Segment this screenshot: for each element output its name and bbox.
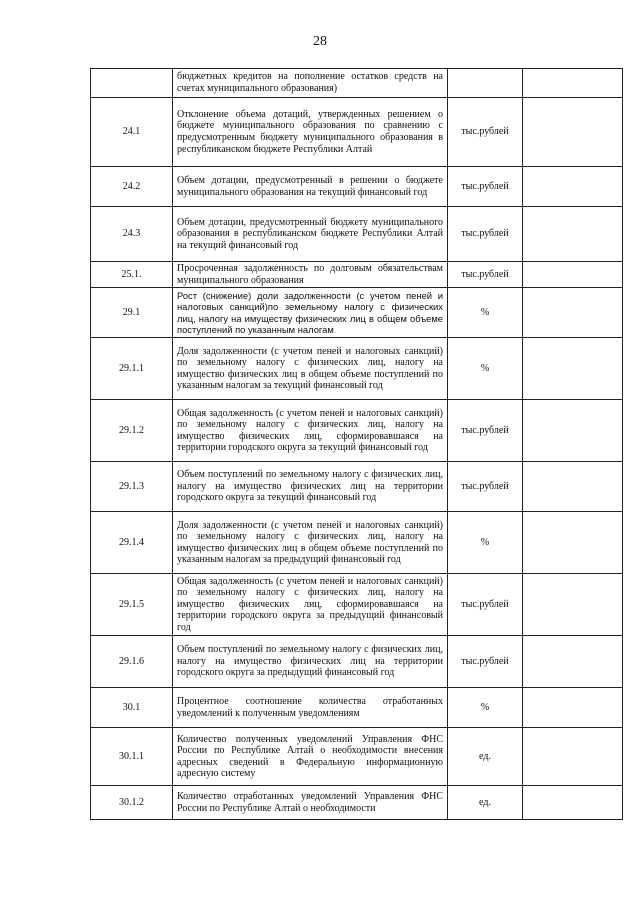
row-number: 24.2 <box>91 167 173 207</box>
row-number: 30.1.1 <box>91 728 173 786</box>
row-value-cell <box>523 786 623 820</box>
row-value-cell <box>523 262 623 288</box>
row-number: 29.1.3 <box>91 462 173 512</box>
row-description: Просроченная задолженность по долговым обязательствам муниципального образования <box>173 262 448 288</box>
row-description: Объем поступлений по земельному налогу с физических лиц, налогу на имущество физических лиц на территории городского округа за текущий финансовый год <box>173 462 448 512</box>
row-value-cell <box>523 338 623 400</box>
row-value-cell <box>523 728 623 786</box>
table-row <box>91 98 623 167</box>
row-value-cell <box>523 167 623 207</box>
table-row <box>91 262 623 288</box>
row-description: Количество полученных уведомлений Управления ФНС России по Республике Алтай о необходимости внесения адресных сведений в Федеральную информационную адресную систему <box>173 728 448 786</box>
table-row <box>91 462 623 512</box>
row-unit: тыс.рублей <box>448 207 523 262</box>
row-value-cell <box>523 462 623 512</box>
row-number: 30.1.2 <box>91 786 173 820</box>
table-row <box>91 207 623 262</box>
indicators-table <box>90 68 623 820</box>
row-unit: % <box>448 288 523 338</box>
row-number: 29.1.6 <box>91 636 173 688</box>
row-description: Объем дотации, предусмотренный бюджету муниципального образования в республиканском бюджете Республики Алтай на текущий финансовый год <box>173 207 448 262</box>
row-description: Доля задолженности (с учетом пеней и налоговых санкций) по земельному налогу с физических лиц, налогу на имущество физических лиц в общем объеме поступлений по указанным налогам за предыдущий финансовый год <box>173 512 448 574</box>
row-value-cell <box>523 207 623 262</box>
row-number <box>91 69 173 98</box>
row-unit: тыс.рублей <box>448 262 523 288</box>
row-description: Объем дотации, предусмотренный в решении о бюджете муниципального образования на текущий финансовый год <box>173 167 448 207</box>
row-value-cell <box>523 574 623 636</box>
row-unit <box>448 69 523 98</box>
table-row <box>91 69 623 98</box>
row-description: Общая задолженность (с учетом пеней и налоговых санкций) по земельному налогу с физических лиц, налогу на имущество физических лиц, сформировавшаяся на территории городского округа за текущий финансовый год <box>173 400 448 462</box>
table-row <box>91 688 623 728</box>
row-description: Рост (снижение) доли задолженности (с учетом пеней и налоговых санкций)по земельному налогу с физических лиц, налогу на имуществу физических лиц в общем объеме поступлений по указанным налогам <box>173 288 448 338</box>
row-number: 29.1.4 <box>91 512 173 574</box>
table-row <box>91 786 623 820</box>
table-row <box>91 512 623 574</box>
table-row <box>91 338 623 400</box>
row-value-cell <box>523 512 623 574</box>
row-value-cell <box>523 98 623 167</box>
table-row <box>91 167 623 207</box>
table-row <box>91 400 623 462</box>
row-unit: тыс.рублей <box>448 462 523 512</box>
row-description: Общая задолженность (с учетом пеней и налоговых санкций) по земельному налогу с физических лиц, налогу на имущество физических лиц, сформировавшаяся на территории городского округа за предыдущий финансовый год <box>173 574 448 636</box>
row-description: Объем поступлений по земельному налогу с физических лиц, налогу на имущество физических лиц на территории городского округа за предыдущий финансовый год <box>173 636 448 688</box>
table-row <box>91 574 623 636</box>
row-number: 25.1. <box>91 262 173 288</box>
row-unit: тыс.рублей <box>448 400 523 462</box>
row-description: Процентное соотношение количества отработанных уведомлений к полученным уведомлениям <box>173 688 448 728</box>
row-unit: тыс.рублей <box>448 167 523 207</box>
row-unit: тыс.рублей <box>448 574 523 636</box>
table-row <box>91 288 623 338</box>
row-number: 30.1 <box>91 688 173 728</box>
row-number: 24.3 <box>91 207 173 262</box>
row-unit: % <box>448 688 523 728</box>
row-number: 24.1 <box>91 98 173 167</box>
row-number: 29.1.1 <box>91 338 173 400</box>
row-unit: тыс.рублей <box>448 636 523 688</box>
row-unit: тыс.рублей <box>448 98 523 167</box>
row-number: 29.1.5 <box>91 574 173 636</box>
row-description: Отклонение объема дотаций, утвержденных решением о бюджете муниципального образования по сравнению с предусмотренным бюджету муниципального образования в республиканском бюджете Республики Алтай <box>173 98 448 167</box>
row-value-cell <box>523 688 623 728</box>
row-value-cell <box>523 400 623 462</box>
row-unit: ед. <box>448 786 523 820</box>
page-number: 28 <box>313 34 327 49</box>
table-row <box>91 636 623 688</box>
row-description: Доля задолженности (с учетом пеней и налоговых санкций) по земельному налогу с физических лиц, налогу на имущество физических лиц в общем объеме поступлений по указанным налогам за текущий финансовый год <box>173 338 448 400</box>
row-unit: % <box>448 512 523 574</box>
row-value-cell <box>523 636 623 688</box>
row-number: 29.1.2 <box>91 400 173 462</box>
row-number: 29.1 <box>91 288 173 338</box>
row-value-cell <box>523 69 623 98</box>
row-description: бюджетных кредитов на пополнение остатков средств на счетах муниципального образования) <box>173 69 448 98</box>
row-unit: ед. <box>448 728 523 786</box>
table-row <box>91 728 623 786</box>
row-unit: % <box>448 338 523 400</box>
row-description: Количество отработанных уведомлений Управления ФНС России по Республике Алтай о необходимости <box>173 786 448 820</box>
row-value-cell <box>523 288 623 338</box>
